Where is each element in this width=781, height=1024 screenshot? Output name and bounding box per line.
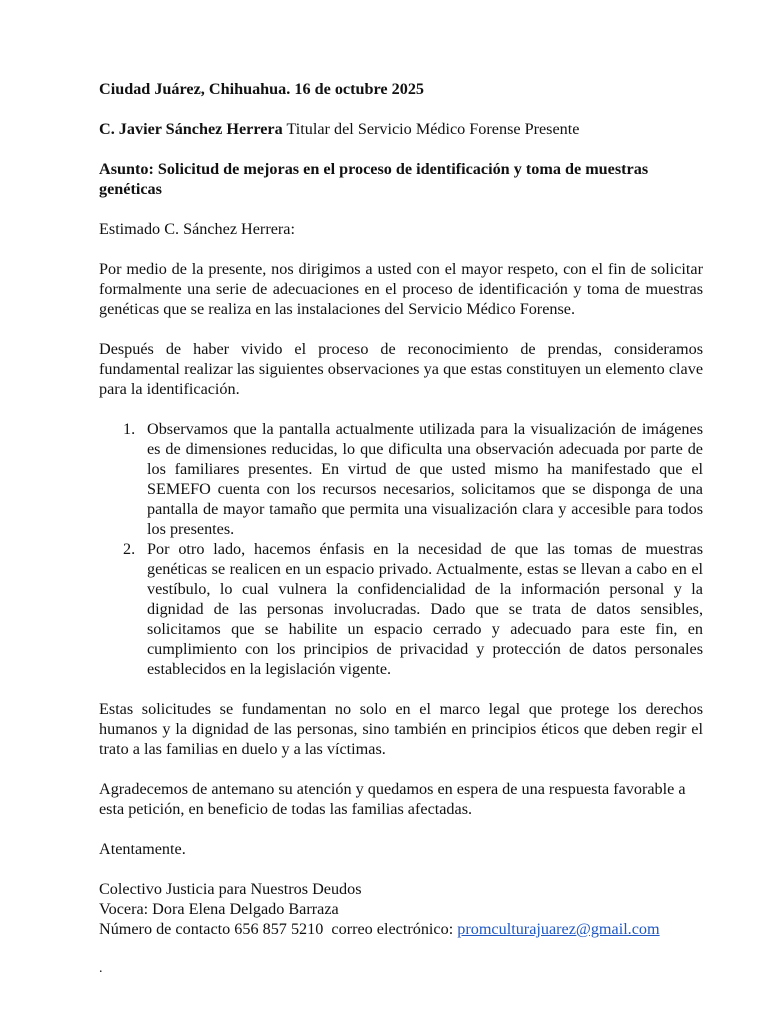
thanks-paragraph: Agradecemos de antemano su atención y quedamos en espera de una respuesta favorable a esta petición, en beneficio de todas las familias afectadas.	[99, 780, 686, 818]
contact-line	[99, 919, 703, 939]
contact-text: Número de contacto 656 857 5210 correo electrónico:	[99, 920, 458, 938]
observations-list	[99, 419, 703, 679]
intro-paragraph: Por medio de la presente, nos dirigimos a usted con el mayor respeto, con el fin de solicitar formalmente una serie de adecuaciones en el proceso de identificación y toma de muestras genéticas que se realiza en las instalaciones del Servicio Médico Forense.	[99, 260, 703, 318]
salutation: Estimado C. Sánchez Herrera:	[99, 220, 295, 238]
organization-name: Colectivo Justicia para Nuestros Deudos	[99, 880, 362, 898]
recipient-title: Titular del Servicio Médico Forense Presente	[282, 120, 580, 138]
recipient-name: C. Javier Sánchez Herrera	[99, 120, 283, 138]
farewell: Atentamente.	[99, 840, 186, 858]
observation-number: 1.	[123, 420, 136, 438]
observation-item	[123, 419, 703, 539]
observation-item	[123, 539, 703, 679]
subject-line: Asunto: Solicitud de mejoras en el proceso de identificación y toma de muestras genéticas	[99, 160, 649, 198]
observation-text: Por otro lado, hacemos énfasis en la necesidad de que las tomas de muestras genéticas se realicen en un espacio privado. Actualmente, estas se llevan a cabo en el vestíbulo, lo cual vulnera la confidencialidad de la información personal y la dignidad de las personas involucradas. Dado que se trata de datos sensibles, solicitamos que se habilite un espacio cerrado y adecuado para este fin, en cumplimiento con los principios de privacidad y protección de datos personales establecidos en la legislación vigente.	[147, 540, 703, 678]
signature-block	[99, 879, 703, 939]
context-paragraph: Después de haber vivido el proceso de reconocimiento de prendas, consideramos fundamental realizar las siguientes observaciones ya que estas constituyen un elemento clave para la identificación.	[99, 340, 703, 398]
email-link[interactable]: promculturajuarez@gmail.com	[457, 920, 660, 938]
foundation-paragraph: Estas solicitudes se fundamentan no solo en el marco legal que protege los derechos humanos y la dignidad de las personas, sino también en principios éticos que deben regir el trato a las familias en duelo y a las víctimas.	[99, 700, 703, 758]
letter-page	[99, 79, 703, 979]
observation-number: 2.	[123, 540, 136, 558]
trailing-mark: .	[99, 961, 103, 976]
observation-text: Observamos que la pantalla actualmente utilizada para la visualización de imágenes es de dimensiones reducidas, lo que dificulta una observación adecuada por parte de los familiares presentes. En virtud de que usted mismo ha manifestado que el SEMEFO cuenta con los recursos necesarios, solicitamos que se disponga de una pantalla de mayor tamaño que permita una visualización clara y accesible para todos los presentes.	[147, 420, 703, 538]
spokesperson: Vocera: Dora Elena Delgado Barraza	[99, 900, 339, 918]
place-date: Ciudad Juárez, Chihuahua. 16 de octubre 2025	[99, 80, 425, 98]
recipient-line	[99, 119, 703, 139]
